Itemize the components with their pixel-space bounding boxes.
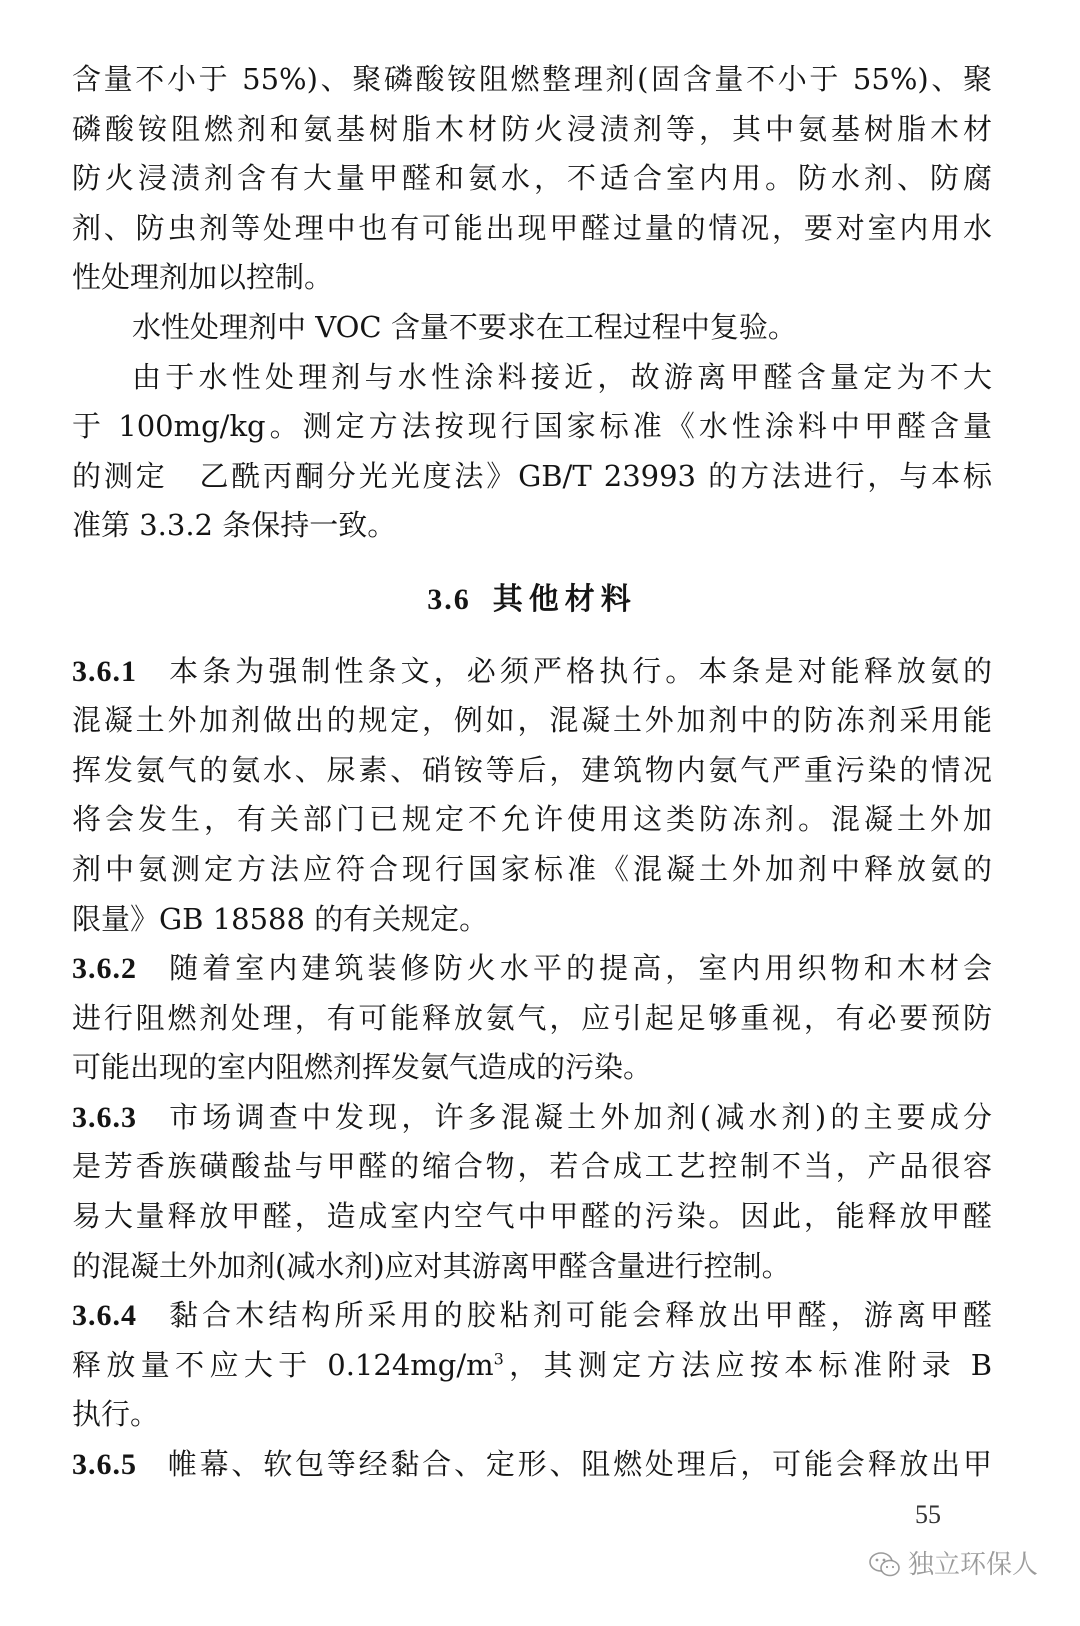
- text-line: 可能出现的室内阻燃剂挥发氨气造成的污染。: [72, 1050, 653, 1085]
- text-line: 的混凝土外加剂(减水剂)应对其游离甲醛含量进行控制。: [72, 1248, 791, 1283]
- text-line: 由于水性处理剂与水性涂料接近，故游离甲醛含量定为不大: [132, 359, 992, 394]
- text-line: 于 100mg/kg。测定方法按现行国家标准《水性涂料中甲醛含量: [72, 409, 992, 444]
- text-line: [72, 647, 992, 697]
- clause-3-6-5: [72, 1440, 992, 1490]
- text-line: 限量》GB 18588 的有关规定。: [72, 901, 489, 936]
- clause-number: 3.6.3: [72, 1100, 137, 1134]
- text-line: 进行阻燃剂处理，有可能释放氨气，应引起足够重视，有必要预防: [72, 1000, 992, 1035]
- watermark-text: 独立环保人: [908, 1550, 1039, 1580]
- clause-3-6-2: [72, 944, 992, 1093]
- text-line: 混凝土外加剂做出的规定，例如，混凝土外加剂中的防冻剂采用能: [72, 703, 992, 738]
- text-line: 含量不小于 55%)、聚磷酸铵阻燃整理剂(固含量不小于 55%)、聚: [72, 62, 992, 96]
- text-line: 防火浸渍剂含有大量甲醛和氨水，不适合室内用。防水剂、防腐: [72, 161, 992, 196]
- text-line: 的测定 乙酰丙酮分光光度法》GB/T 23993 的方法进行，与本标: [72, 458, 992, 493]
- section-number: 3.6: [427, 582, 471, 616]
- clause-text: ，其测定方法应按本标准附录 B: [503, 1347, 993, 1382]
- clause-number: 3.6.2: [72, 952, 137, 986]
- wechat-icon: [868, 1550, 902, 1580]
- text-line: [72, 944, 992, 994]
- text-line: 准第 3.3.2 条保持一致。: [72, 508, 397, 543]
- text-line: [72, 1093, 992, 1143]
- clause-text: 释放量不应大于 0.124mg/m: [72, 1347, 494, 1382]
- text-line: [72, 1341, 992, 1391]
- text-line: 性处理剂加以控制。: [72, 260, 334, 295]
- clause-text: 随着室内建筑装修防火水平的提高，室内用织物和木材会: [165, 951, 992, 986]
- section-title: 其他材料: [492, 581, 637, 617]
- clause-3-6-4: [72, 1291, 992, 1440]
- text-line: [72, 1291, 992, 1341]
- text-line: 挥发氨气的氨水、尿素、硝铵等后，建筑物内氨气严重污染的情况: [72, 752, 992, 787]
- clause-text: 市场调查中发现，许多混凝土外加剂(减水剂)的主要成分: [165, 1099, 992, 1134]
- clause-text: 本条为强制性条文，必须严格执行。本条是对能释放氨的: [165, 653, 992, 688]
- clause-number: 3.6.5: [72, 1448, 137, 1482]
- paragraph-1: [72, 55, 992, 303]
- text-line: 水性处理剂中 VOC 含量不要求在工程过程中复验。: [132, 309, 797, 344]
- clause-text: 黏合木结构所采用的胶粘剂可能会释放出甲醛，游离甲醛: [165, 1298, 992, 1333]
- paragraph-3: [72, 353, 992, 551]
- text-line: 将会发生，有关部门已规定不允许使用这类防冻剂。混凝土外加: [72, 802, 992, 837]
- page-number: 55: [915, 1500, 941, 1529]
- clause-number: 3.6.4: [72, 1299, 137, 1333]
- superscript: 3: [493, 1349, 504, 1369]
- text-line: 是芳香族磺酸盐与甲醛的缩合物，若合成工艺控制不当，产品很容: [72, 1149, 992, 1184]
- paragraph-2: [72, 303, 992, 353]
- clause-3-6-3: [72, 1093, 992, 1291]
- text-line: 易大量释放甲醛，造成室内空气中甲醛的污染。因此，能释放甲醛: [72, 1199, 992, 1234]
- text-line: 剂、防虫剂等处理中也有可能出现甲醛过量的情况，要对室内用水: [72, 210, 992, 245]
- document-page: [72, 55, 992, 1490]
- text-line: 磷酸铵阻燃剂和氨基树脂木材防火浸渍剂等，其中氨基树脂木材: [72, 111, 992, 146]
- text-line: 执行。: [72, 1397, 160, 1432]
- clause-number: 3.6.1: [72, 654, 137, 688]
- clause-3-6-1: [72, 647, 992, 945]
- clause-text: 帷幕、软包等经黏合、定形、阻燃处理后，可能会释放出甲: [165, 1447, 992, 1482]
- watermark: [868, 1550, 1038, 1580]
- text-line: [72, 1440, 992, 1490]
- section-heading: [72, 575, 992, 625]
- text-line: 剂中氨测定方法应符合现行国家标准《混凝土外加剂中释放氨的: [72, 851, 992, 886]
